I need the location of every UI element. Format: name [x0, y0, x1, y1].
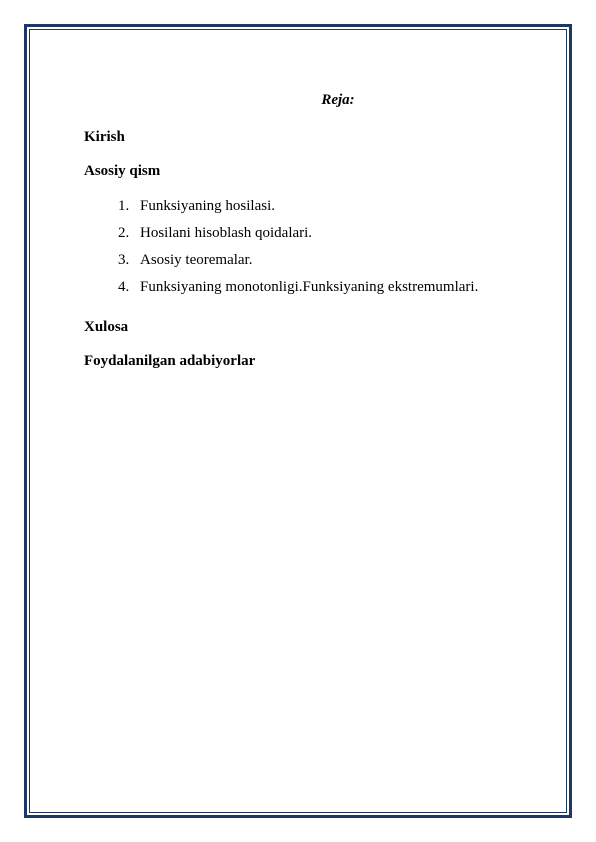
- heading-main-part: Asosiy qism: [84, 163, 161, 179]
- list-item: [118, 274, 524, 301]
- plan-title: Reja:: [321, 92, 355, 108]
- heading-references: Foydalanilgan adabiyorlar: [84, 353, 256, 369]
- list-item: [118, 193, 524, 220]
- list-item-number: 2.: [118, 225, 130, 241]
- heading-conclusion: Xulosa: [84, 319, 129, 335]
- list-item-number: 4.: [118, 279, 130, 295]
- heading-introduction: Kirish: [84, 129, 125, 145]
- list-item-text: Funksiyaning hosilasi.: [140, 198, 276, 214]
- list-item-number: 1.: [118, 198, 130, 214]
- list-item-number: 3.: [118, 252, 130, 268]
- document-content: [84, 92, 524, 387]
- list-item: [118, 220, 524, 247]
- list-item-text: Hosilani hisoblash qoidalari.: [140, 225, 313, 241]
- topic-list: [84, 193, 524, 301]
- list-item-text: Funksiyaning monotonligi.Funksiyaning ekstremumlari.: [140, 279, 479, 295]
- list-item-text: Asosiy teoremalar.: [140, 252, 253, 268]
- list-item: [118, 247, 524, 274]
